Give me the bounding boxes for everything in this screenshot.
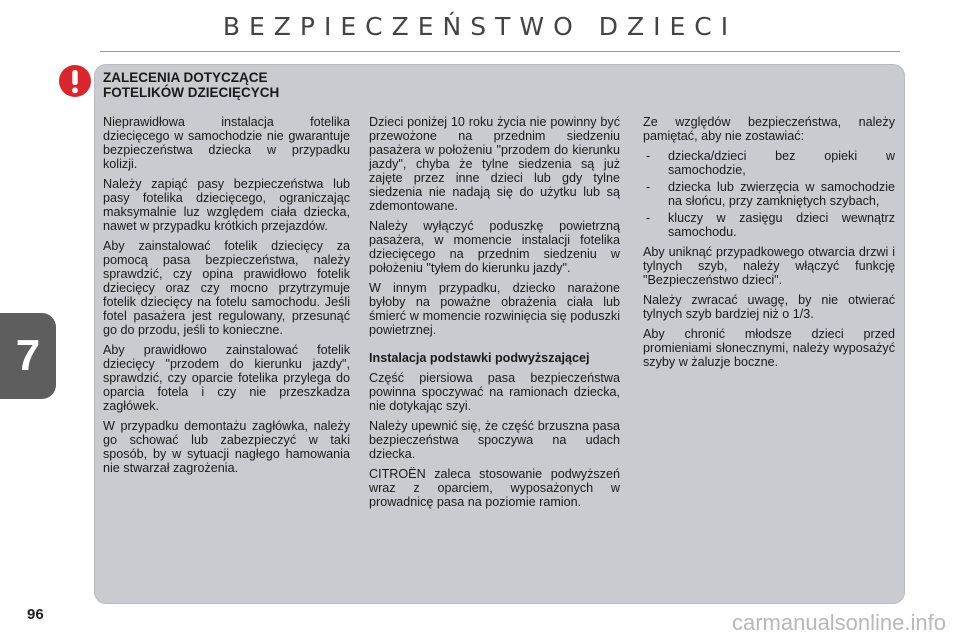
- paragraph: Należy zapiąć pasy bezpieczeństwa lub pasy fotelika dziecięcego, ograniczając maksymalnie luz względem ciała dziecka, nawet w przypadku krótkich przejazdów.: [103, 177, 350, 233]
- chapter-tab: [0, 313, 56, 399]
- list-item: - dziecka lub zwierzęcia w samochodzie na słońcu, przy zamkniętych szybach,: [643, 180, 895, 208]
- paragraph: W przypadku demontażu zagłówka, należy go schować lub zabezpieczyć w taki sposób, by w sytuacji nagłego hamowania nie stwarzał zagrożenia.: [103, 419, 350, 475]
- paragraph: Aby zainstalować fotelik dziecięcy za pomocą pasa bezpieczeństwa, należy sprawdzić, czy opina prawidłowo fotelik dziecięcy oraz czy mocno przytrzymuje fotelik dziecięcy na fotelu samochodu. Jeśli fotel pasażera jest regulowany, przesunąć go do przodu, jeśli to konieczne.: [103, 239, 350, 337]
- paragraph: Aby chronić młodsze dzieci przed promieniami słonecznymi, należy wyposażyć szyby w żaluzje boczne.: [643, 327, 895, 369]
- paragraph: CITROËN zaleca stosowanie podwyższeń wraz z oparciem, wyposażonych w prowadnicę pasa na poziomie ramion.: [369, 467, 620, 509]
- paragraph: Należy wyłączyć poduszkę powietrzną pasażera, w momencie instalacji fotelika dziecięcego na przednim siedzeniu w położeniu "tyłem do kierunku jazdy".: [369, 219, 620, 275]
- paragraph-intro: Ze względów bezpieczeństwa, należy pamiętać, aby nie zostawiać:: [643, 115, 895, 143]
- column-3: [643, 115, 895, 375]
- paragraph: Dzieci poniżej 10 roku życia nie powinny być przewożone na przednim siedzeniu pasażera w położeniu "przodem do kierunku jazdy", chyba że tylne siedzenia są już zajęte przez inne dzieci lub gdy tylne siedzenia nie nadają się do użytku lub są zdemontowane.: [369, 115, 620, 213]
- title-divider: [100, 51, 900, 52]
- paragraph: Część piersiowa pasa bezpieczeństwa powinna spoczywać na ramionach dziecka, nie dotykając szyi.: [369, 371, 620, 413]
- section-title: [103, 70, 403, 100]
- subheading-booster-seat: Instalacja podstawki podwyższającej: [369, 351, 590, 365]
- page-number: 96: [27, 606, 44, 623]
- paragraph: W innym przypadku, dziecko narażone byłoby na poważne obrażenia ciała lub śmierć w momencie rozwinięcia się poduszki powietrznej.: [369, 281, 620, 337]
- column-2: [369, 115, 620, 515]
- page-title: BEZPIECZEŃSTWO DZIECI: [222, 12, 738, 41]
- warning-exclamation-icon: [58, 64, 92, 98]
- paragraph: Nieprawidłowa instalacja fotelika dziecięcego w samochodzie nie gwarantuje bezpieczeństwa dziecka w przypadku kolizji.: [103, 115, 350, 171]
- section-title-line2: FOTELIKÓW DZIECIĘCYCH: [103, 85, 280, 100]
- list-item: - kluczy w zasięgu dzieci wewnątrz samochodu.: [643, 211, 895, 239]
- paragraph: Należy zwracać uwagę, by nie otwierać tylnych szyb bardziej niż o 1/3.: [643, 293, 895, 321]
- watermark: carmanualsonline.info: [731, 610, 946, 635]
- paragraph: Należy upewnić się, że część brzuszna pasa bezpieczeństwa spoczywa na udach dziecka.: [369, 419, 620, 461]
- paragraph: Aby uniknąć przypadkowego otwarcia drzwi i tylnych szyb, należy włączyć funkcję "Bezpieczeństwo dzieci".: [643, 245, 895, 287]
- chapter-number: 7: [15, 331, 41, 380]
- warning-list: [643, 149, 895, 239]
- paragraph: Aby prawidłowo zainstalować fotelik dziecięcy "przodem do kierunku jazdy", sprawdzić, czy oparcie fotelika przylega do oparcia fotela i czy nie przeszkadza zagłówek.: [103, 343, 350, 413]
- column-1: [103, 115, 350, 481]
- list-item: - dziecka/dzieci bez opieki w samochodzie,: [643, 149, 895, 177]
- section-title-line1: ZALECENIA DOTYCZĄCE: [103, 70, 268, 85]
